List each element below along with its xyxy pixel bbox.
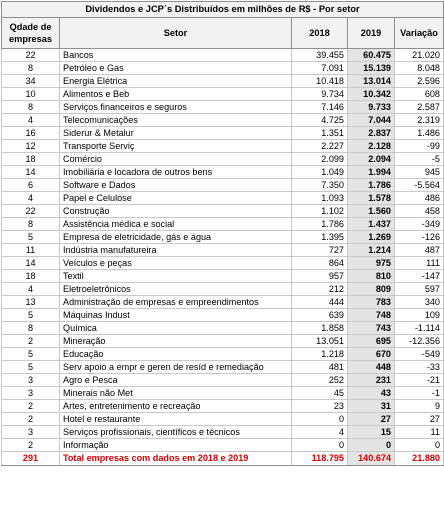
table-row <box>2 114 444 127</box>
table-row <box>2 218 444 231</box>
row-2018: 639 <box>292 309 348 322</box>
row-2019: 748 <box>348 309 395 322</box>
row-sector: Petróleo e Gas <box>60 62 292 75</box>
row-qty: 2 <box>2 335 60 348</box>
row-2019: 0 <box>348 439 395 452</box>
row-variation: 340 <box>395 296 444 309</box>
row-2019: 809 <box>348 283 395 296</box>
row-2019: 231 <box>348 374 395 387</box>
table-row <box>2 283 444 296</box>
row-variation: -1 <box>395 387 444 400</box>
column-header-sector: Setor <box>60 18 292 49</box>
row-sector: Energia Elétrica <box>60 75 292 88</box>
total-qty: 291 <box>2 452 60 466</box>
row-2019: 1.578 <box>348 192 395 205</box>
row-sector: Imobiliária e locadora de outros bens <box>60 166 292 179</box>
row-2019: 448 <box>348 361 395 374</box>
row-2019: 695 <box>348 335 395 348</box>
row-2019: 2.128 <box>348 140 395 153</box>
table-row <box>2 322 444 335</box>
row-sector: Telecomunicações <box>60 114 292 127</box>
row-2018: 481 <box>292 361 348 374</box>
table-row <box>2 153 444 166</box>
table-row <box>2 62 444 75</box>
row-variation: 21.020 <box>395 49 444 62</box>
table-row <box>2 387 444 400</box>
row-qty: 12 <box>2 140 60 153</box>
row-sector: Minerais não Met <box>60 387 292 400</box>
table-row <box>2 244 444 257</box>
row-2019: 810 <box>348 270 395 283</box>
row-2018: 13.051 <box>292 335 348 348</box>
row-sector: Software e Dados <box>60 179 292 192</box>
row-sector: Empresa de eletricidade, gás e água <box>60 231 292 244</box>
row-2018: 1.093 <box>292 192 348 205</box>
row-variation: 2.587 <box>395 101 444 114</box>
column-header-variation: Variação <box>395 18 444 49</box>
table-row <box>2 426 444 439</box>
row-sector: Máquinas Indust <box>60 309 292 322</box>
row-qty: 8 <box>2 218 60 231</box>
row-2018: 0 <box>292 439 348 452</box>
row-2018: 4 <box>292 426 348 439</box>
row-2018: 1.218 <box>292 348 348 361</box>
table-row <box>2 348 444 361</box>
table-row <box>2 439 444 452</box>
row-qty: 18 <box>2 270 60 283</box>
row-2018: 9.734 <box>292 88 348 101</box>
row-qty: 2 <box>2 439 60 452</box>
row-2019: 1.994 <box>348 166 395 179</box>
row-2019: 15.139 <box>348 62 395 75</box>
row-2018: 212 <box>292 283 348 296</box>
table-row <box>2 88 444 101</box>
row-2018: 7.091 <box>292 62 348 75</box>
row-2019: 2.094 <box>348 153 395 166</box>
row-2018: 957 <box>292 270 348 283</box>
table-row <box>2 309 444 322</box>
row-qty: 8 <box>2 101 60 114</box>
table-row <box>2 296 444 309</box>
row-qty: 14 <box>2 257 60 270</box>
row-variation: 1.486 <box>395 127 444 140</box>
row-qty: 5 <box>2 231 60 244</box>
total-2018: 118.795 <box>292 452 348 466</box>
dividends-table <box>1 1 444 466</box>
row-2018: 1.351 <box>292 127 348 140</box>
row-2018: 727 <box>292 244 348 257</box>
total-2019: 140.674 <box>348 452 395 466</box>
row-qty: 2 <box>2 413 60 426</box>
row-2019: 1.560 <box>348 205 395 218</box>
row-variation: -12.356 <box>395 335 444 348</box>
row-2019: 743 <box>348 322 395 335</box>
row-variation: -1.114 <box>395 322 444 335</box>
row-2019: 1.437 <box>348 218 395 231</box>
row-sector: Assistência médica e social <box>60 218 292 231</box>
row-qty: 8 <box>2 322 60 335</box>
row-2018: 864 <box>292 257 348 270</box>
row-2019: 13.014 <box>348 75 395 88</box>
row-qty: 18 <box>2 153 60 166</box>
row-qty: 5 <box>2 309 60 322</box>
row-2018: 2.099 <box>292 153 348 166</box>
row-qty: 8 <box>2 62 60 75</box>
row-2019: 2.837 <box>348 127 395 140</box>
row-sector: Informação <box>60 439 292 452</box>
row-variation: 458 <box>395 205 444 218</box>
row-sector: Agro e Pesca <box>60 374 292 387</box>
total-variation: 21.880 <box>395 452 444 466</box>
table-row <box>2 361 444 374</box>
row-qty: 14 <box>2 166 60 179</box>
row-2018: 10.418 <box>292 75 348 88</box>
row-sector: Papel e Celulose <box>60 192 292 205</box>
row-variation: -147 <box>395 270 444 283</box>
row-sector: Serv apoio a empr e geren de resíd e remediação <box>60 361 292 374</box>
row-sector: Alimentos e Beb <box>60 88 292 101</box>
row-sector: Serviços profissionais, científicos e técnicos <box>60 426 292 439</box>
row-2018: 1.102 <box>292 205 348 218</box>
row-variation: 0 <box>395 439 444 452</box>
row-variation: 487 <box>395 244 444 257</box>
row-sector: Comércio <box>60 153 292 166</box>
row-variation: 9 <box>395 400 444 413</box>
row-2019: 670 <box>348 348 395 361</box>
row-2018: 7.146 <box>292 101 348 114</box>
row-qty: 5 <box>2 348 60 361</box>
row-2019: 10.342 <box>348 88 395 101</box>
row-qty: 13 <box>2 296 60 309</box>
row-2018: 1.786 <box>292 218 348 231</box>
row-sector: Indústria manufatureira <box>60 244 292 257</box>
row-2018: 444 <box>292 296 348 309</box>
row-2019: 43 <box>348 387 395 400</box>
column-header-qty: Qdade de empresas <box>2 18 60 49</box>
row-sector: Hotel e restaurante <box>60 413 292 426</box>
row-sector: Administração de empresas e empreendimentos <box>60 296 292 309</box>
row-sector: Transporte Serviç <box>60 140 292 153</box>
row-sector: Eletroeletrônicos <box>60 283 292 296</box>
row-variation: 2.596 <box>395 75 444 88</box>
row-variation: -549 <box>395 348 444 361</box>
row-variation: 608 <box>395 88 444 101</box>
row-qty: 22 <box>2 49 60 62</box>
table-row <box>2 179 444 192</box>
row-sector: Veículos e peças <box>60 257 292 270</box>
table-row <box>2 205 444 218</box>
row-2018: 0 <box>292 413 348 426</box>
table-title: Dividendos e JCP´s Distribuídos em milhões de R$ - Por setor <box>2 2 444 18</box>
table-row <box>2 257 444 270</box>
row-2018: 252 <box>292 374 348 387</box>
row-sector: Educação <box>60 348 292 361</box>
table-row <box>2 49 444 62</box>
table-row <box>2 166 444 179</box>
row-variation: -5.564 <box>395 179 444 192</box>
row-2018: 1.858 <box>292 322 348 335</box>
row-sector: Textil <box>60 270 292 283</box>
row-2018: 4.725 <box>292 114 348 127</box>
row-2018: 1.395 <box>292 231 348 244</box>
row-qty: 5 <box>2 361 60 374</box>
row-qty: 3 <box>2 426 60 439</box>
row-qty: 2 <box>2 400 60 413</box>
row-2018: 1.049 <box>292 166 348 179</box>
row-qty: 4 <box>2 192 60 205</box>
table-row <box>2 140 444 153</box>
row-sector: Química <box>60 322 292 335</box>
row-2019: 1.269 <box>348 231 395 244</box>
table-row <box>2 270 444 283</box>
row-variation: 27 <box>395 413 444 426</box>
row-2019: 9.733 <box>348 101 395 114</box>
row-qty: 34 <box>2 75 60 88</box>
row-qty: 3 <box>2 374 60 387</box>
total-label: Total empresas com dados em 2018 e 2019 <box>60 452 292 466</box>
row-variation: 111 <box>395 257 444 270</box>
row-qty: 4 <box>2 283 60 296</box>
row-2018: 2.227 <box>292 140 348 153</box>
row-variation: -349 <box>395 218 444 231</box>
row-2019: 1.786 <box>348 179 395 192</box>
row-2019: 15 <box>348 426 395 439</box>
row-sector: Mineração <box>60 335 292 348</box>
row-2018: 23 <box>292 400 348 413</box>
row-qty: 16 <box>2 127 60 140</box>
row-variation: -21 <box>395 374 444 387</box>
row-variation: 945 <box>395 166 444 179</box>
row-qty: 6 <box>2 179 60 192</box>
row-variation: 486 <box>395 192 444 205</box>
row-2018: 7.350 <box>292 179 348 192</box>
row-variation: 109 <box>395 309 444 322</box>
row-sector: Construção <box>60 205 292 218</box>
row-2019: 31 <box>348 400 395 413</box>
row-sector: Serviços financeiros e seguros <box>60 101 292 114</box>
row-variation: -126 <box>395 231 444 244</box>
row-qty: 10 <box>2 88 60 101</box>
table-row <box>2 335 444 348</box>
row-2019: 1.214 <box>348 244 395 257</box>
row-qty: 3 <box>2 387 60 400</box>
row-qty: 4 <box>2 114 60 127</box>
table-row <box>2 231 444 244</box>
row-2018: 39.455 <box>292 49 348 62</box>
table-body <box>2 49 444 452</box>
table-row <box>2 101 444 114</box>
row-sector: Artes, entretenimento e recreação <box>60 400 292 413</box>
row-variation: -99 <box>395 140 444 153</box>
row-sector: Siderur & Metalur <box>60 127 292 140</box>
table-row <box>2 75 444 88</box>
column-header-2019: 2019 <box>348 18 395 49</box>
row-2018: 45 <box>292 387 348 400</box>
table-row <box>2 374 444 387</box>
row-qty: 11 <box>2 244 60 257</box>
row-variation: 597 <box>395 283 444 296</box>
total-row <box>2 452 444 466</box>
table-row <box>2 127 444 140</box>
row-variation: -5 <box>395 153 444 166</box>
row-2019: 975 <box>348 257 395 270</box>
table-row <box>2 192 444 205</box>
row-qty: 22 <box>2 205 60 218</box>
table-row <box>2 413 444 426</box>
row-2019: 60.475 <box>348 49 395 62</box>
row-variation: -33 <box>395 361 444 374</box>
row-sector: Bancos <box>60 49 292 62</box>
row-variation: 11 <box>395 426 444 439</box>
row-2019: 7.044 <box>348 114 395 127</box>
row-variation: 2.319 <box>395 114 444 127</box>
table-row <box>2 400 444 413</box>
row-2019: 783 <box>348 296 395 309</box>
row-2019: 27 <box>348 413 395 426</box>
row-variation: 8.048 <box>395 62 444 75</box>
column-header-2018: 2018 <box>292 18 348 49</box>
